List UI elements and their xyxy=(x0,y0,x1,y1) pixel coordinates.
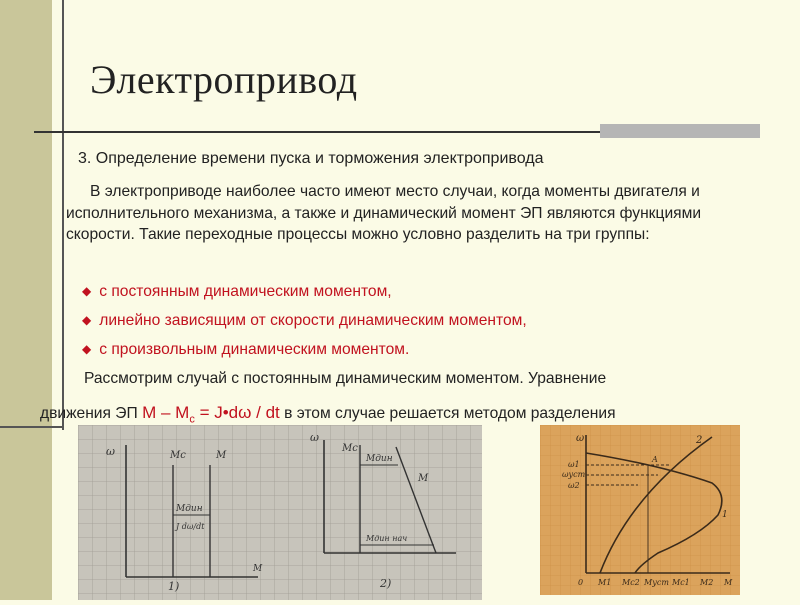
section-heading: 3. Определение времени пуска и торможения электропривода xyxy=(78,150,544,167)
bullet-text: с постоянным динамическим моментом, xyxy=(99,283,392,300)
c-m1-label: M1 xyxy=(598,578,612,587)
slide-title: Электропривод xyxy=(90,57,358,102)
c-mc2-label: Mc2 xyxy=(622,578,640,587)
formula-minus: – xyxy=(160,403,171,422)
g1-mdyn-label: Mдин xyxy=(176,504,203,514)
c-omega-label: ω xyxy=(576,433,585,444)
g1-m-label: M xyxy=(216,450,227,461)
c-omega2-label: ω2 xyxy=(568,481,580,490)
bullet-list xyxy=(82,282,527,369)
intro-paragraph: В электроприводе наиболее часто имеют место случаи, когда моменты двигателя и исполнительного механизма, а также и динамический момент ЭП являются функциями скорости. Такие переходные процессы можно условно разделить на три группы: xyxy=(66,183,702,243)
g1-jdwdt-label: J dω/dt xyxy=(176,522,205,531)
characteristic-curves-photo xyxy=(540,425,740,595)
equation-tail-text: в этом случае решается методом разделения xyxy=(284,405,616,422)
motion-equation xyxy=(142,403,280,426)
title-rule-accent xyxy=(600,124,760,138)
formula-m: M xyxy=(142,403,157,422)
bullet-text: линейно зависящим от скорости динамическим моментом, xyxy=(99,312,527,329)
g2-mdyn-top-label: Mдин xyxy=(366,454,393,464)
formula-mc-sub: c xyxy=(189,413,195,426)
diamond-bullet-icon: ◆ xyxy=(82,284,92,298)
diamond-bullet-icon: ◆ xyxy=(82,313,92,327)
g1-number-label: 1) xyxy=(168,580,180,593)
g1-omega-label: ω xyxy=(106,445,115,458)
g1-axis-m-label: M xyxy=(253,564,263,574)
formula-rest: = J•dω / dt xyxy=(199,403,280,422)
left-horizontal-line xyxy=(0,426,62,428)
paragraph-equation xyxy=(40,403,616,425)
formula-mc: M xyxy=(175,403,190,422)
equation-lead-text: движения ЭП xyxy=(40,405,138,422)
g2-mc-label: Mc xyxy=(342,443,358,454)
g1-mc-label: Mc xyxy=(170,450,186,461)
diamond-bullet-icon: ◆ xyxy=(82,342,92,356)
g2-omega-label: ω xyxy=(310,431,319,444)
left-vertical-line xyxy=(62,0,64,430)
bullet-item xyxy=(82,340,527,369)
graph-paper-photo xyxy=(78,425,482,600)
left-decor-bar xyxy=(0,0,52,600)
g2-mdyn-start-label: Mдин нач xyxy=(366,534,408,543)
bullet-text: с произвольным динамическим моментом. xyxy=(99,341,410,358)
bullet-item xyxy=(82,311,527,340)
paragraph-consider: Рассмотрим случай с постоянным динамическим моментом. Уравнение xyxy=(84,370,607,387)
g2-number-label: 2) xyxy=(380,577,392,590)
c-m2-label: M2 xyxy=(700,578,714,587)
c-curve2-label: 2 xyxy=(696,435,703,446)
c-origin-label: 0 xyxy=(578,578,584,587)
graph-paper-svg xyxy=(78,425,482,600)
c-curve1-label: 1 xyxy=(722,510,728,520)
c-omega1-label: ω1 xyxy=(568,460,580,469)
c-omega-ust-label: ωуст xyxy=(562,470,586,479)
c-point-a-label: A xyxy=(652,455,658,464)
characteristic-curves-svg xyxy=(540,425,740,595)
g2-m-label: M xyxy=(418,473,429,484)
c-must-label: Mуст xyxy=(644,578,669,587)
c-mc1-label: Mc1 xyxy=(672,578,690,587)
bullet-item xyxy=(82,282,527,311)
c-axis-m-label: M xyxy=(724,578,733,587)
